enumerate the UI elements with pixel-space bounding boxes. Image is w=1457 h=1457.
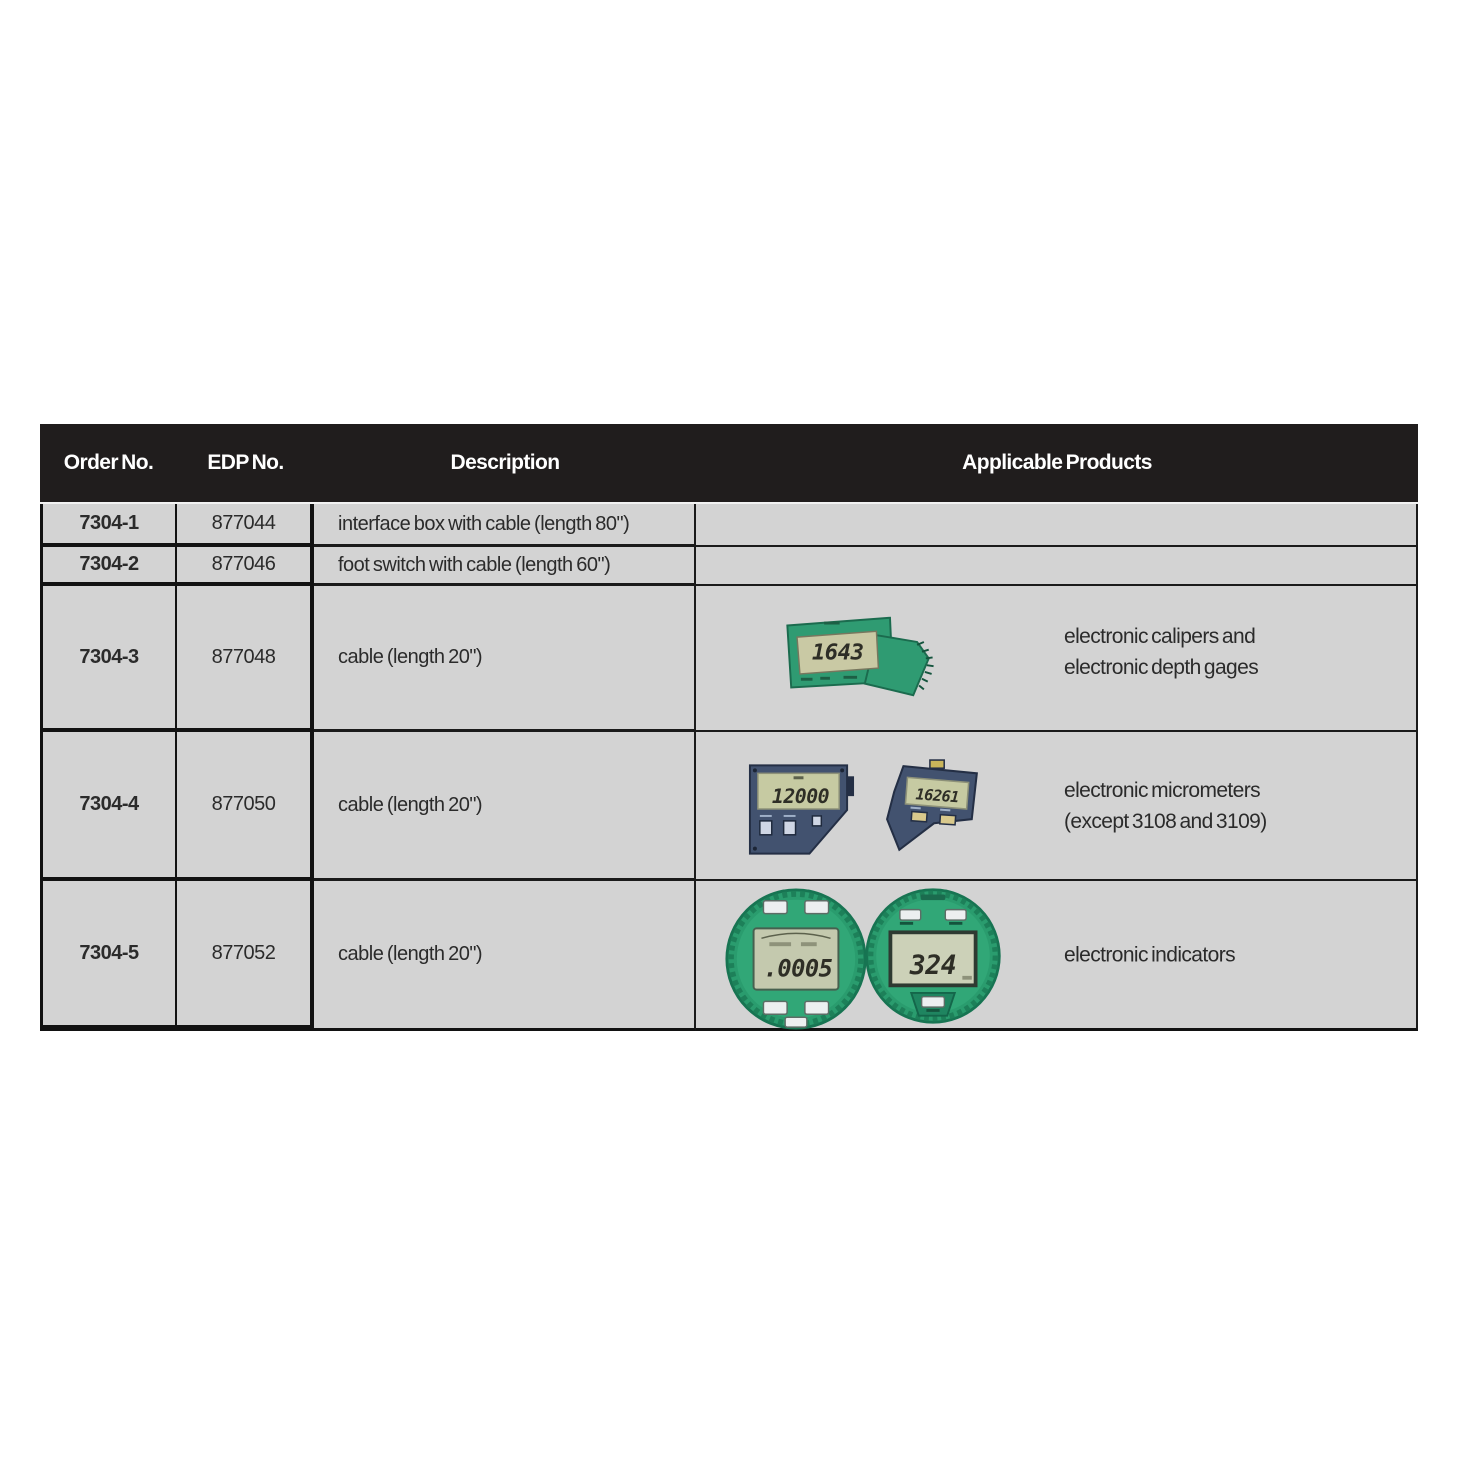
applicable-products-cell [696, 732, 1418, 881]
applicable-line: electronic depth gages [1064, 656, 1259, 680]
table-row [40, 547, 1418, 586]
indicator-back-image [722, 885, 870, 1033]
lcd-value: 324 [909, 949, 957, 981]
edp-no-cell: 877050 [177, 732, 314, 881]
edp-no-cell: 877046 [177, 547, 314, 586]
applicable-products-cell [696, 547, 1418, 586]
description-cell: cable (length 20") [314, 881, 696, 1031]
header-applicable-products: Applicable Products [962, 451, 1152, 474]
applicable-products-text [1064, 939, 1235, 970]
applicable-products-cell [696, 586, 1418, 732]
table-header [40, 424, 1418, 504]
lcd-value: 16261 [914, 785, 960, 807]
applicable-products-cell [696, 504, 1418, 547]
header-edp-no: EDP No. [207, 451, 284, 474]
header-order-no: Order No. [63, 451, 154, 474]
indicator-front-image [862, 881, 1004, 1031]
header-description: Description [450, 451, 560, 474]
description-cell: cable (length 20") [314, 732, 696, 881]
applicable-products-cell [696, 881, 1418, 1031]
description-cell: foot switch with cable (length 60") [314, 547, 696, 586]
edp-no-cell: 877048 [177, 586, 314, 732]
micrometer-display-panel-image [744, 760, 858, 860]
table-row [40, 504, 1418, 547]
description-cell: cable (length 20") [314, 586, 696, 732]
order-no-cell: 7304-5 [40, 881, 177, 1031]
accessories-table [40, 424, 1418, 1031]
table-row [40, 732, 1418, 881]
micrometer-display-head-image [876, 758, 992, 860]
lcd-value: 1643 [811, 639, 864, 666]
order-no-cell: 7304-3 [40, 586, 177, 732]
applicable-line: electronic calipers and [1064, 625, 1256, 649]
lcd-value: .0005 [763, 954, 833, 983]
applicable-products-text [1064, 621, 1258, 683]
table-row [40, 881, 1418, 1031]
order-no-cell: 7304-1 [40, 504, 177, 547]
caliper-display-image [780, 610, 938, 702]
description-cell: interface box with cable (length 80") [314, 504, 696, 547]
edp-no-cell: 877044 [177, 504, 314, 547]
order-no-cell: 7304-2 [40, 547, 177, 586]
applicable-line: electronic indicators [1064, 943, 1235, 966]
lcd-value: 12000 [771, 785, 830, 809]
table-row [40, 586, 1418, 732]
applicable-line: electronic micrometers [1064, 778, 1261, 802]
edp-no-cell: 877052 [177, 881, 314, 1031]
order-no-cell: 7304-4 [40, 732, 177, 881]
applicable-products-text [1064, 775, 1267, 837]
applicable-line: (except 3108 and 3109) [1064, 809, 1267, 833]
